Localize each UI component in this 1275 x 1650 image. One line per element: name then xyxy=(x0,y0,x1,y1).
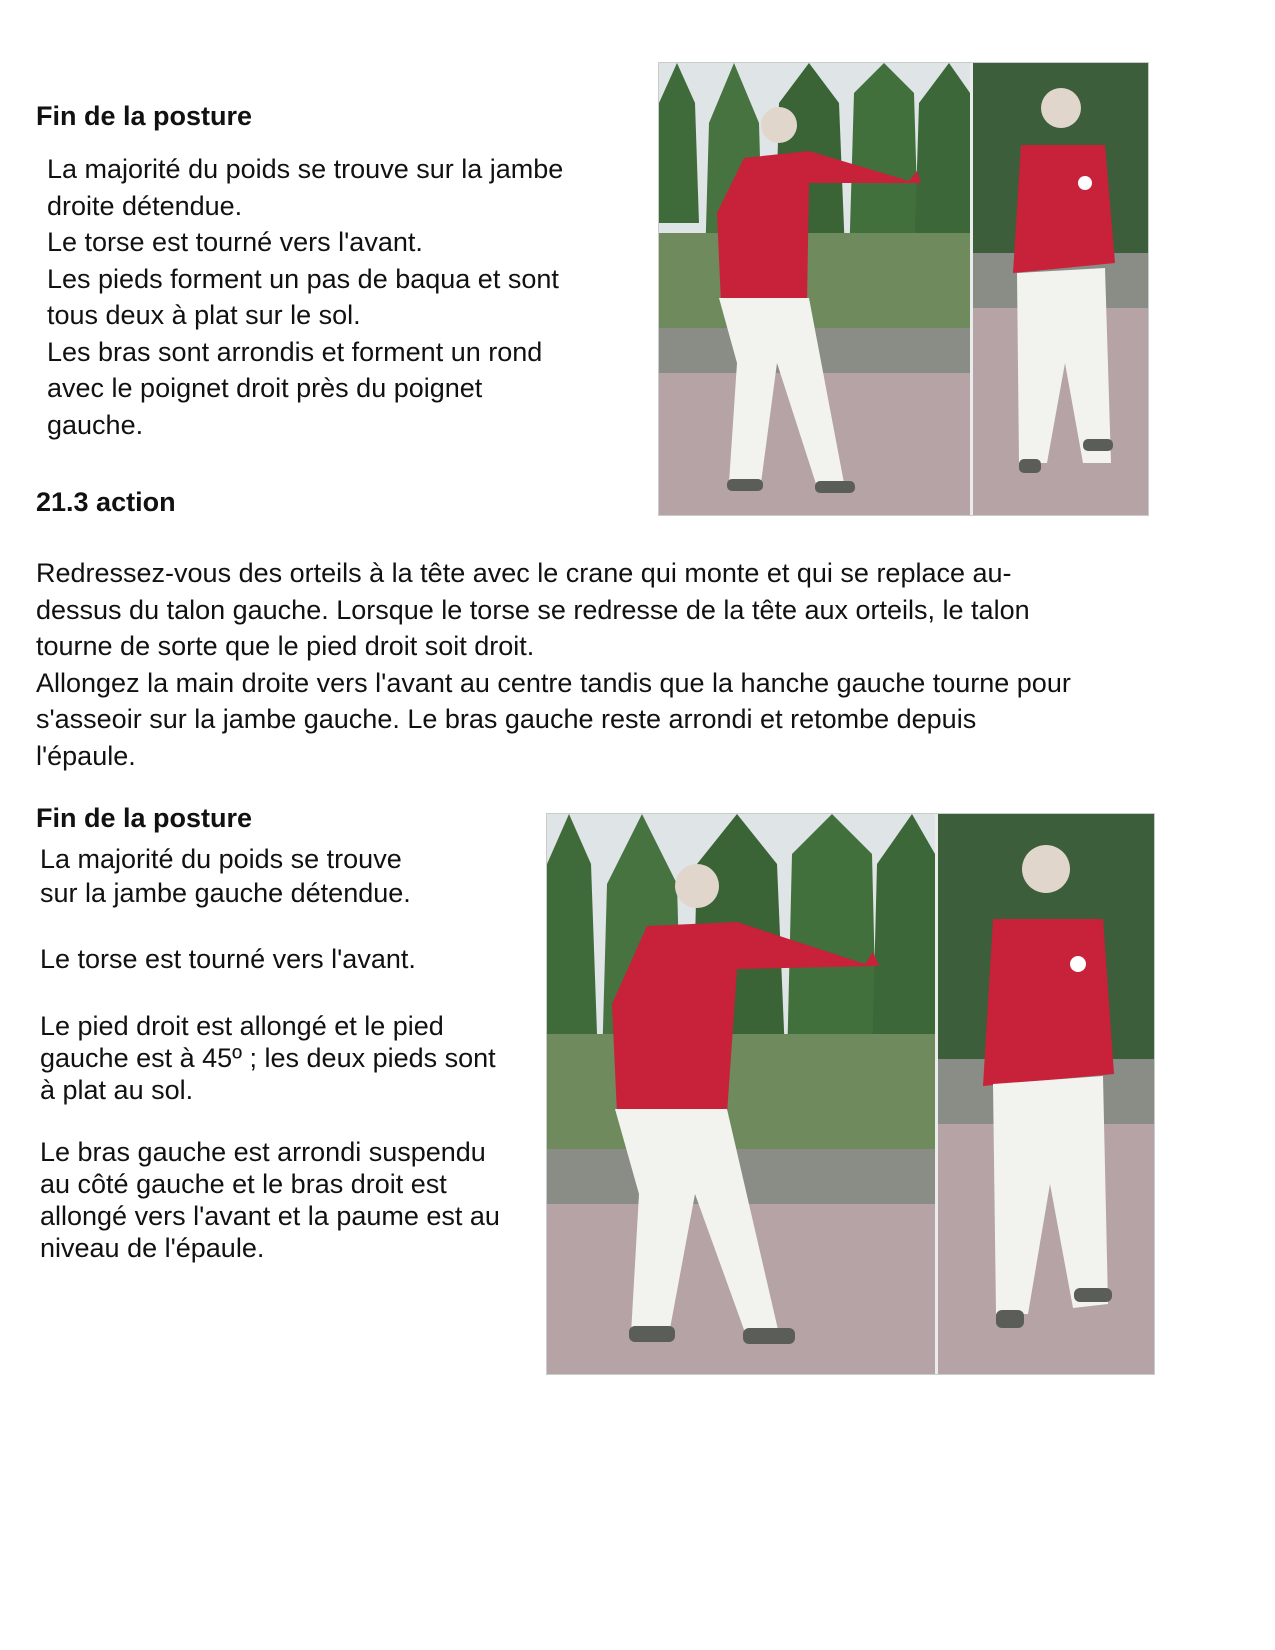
text-line: Le torse est tourné vers l'avant. xyxy=(40,944,416,974)
photo-side-view-1 xyxy=(659,63,970,515)
text-line: gauche est à 45º ; les deux pieds sont xyxy=(40,1042,496,1073)
text-line: dessus du talon gauche. Lorsque le torse se redresse de la tête aux orteils, le talon xyxy=(36,594,1030,625)
posture-description-1 xyxy=(47,151,627,443)
text-line: sur la jambe gauche détendue. xyxy=(40,877,411,908)
text-line: Le bras gauche est arrondi suspendu xyxy=(40,1136,486,1167)
action-description xyxy=(36,555,1216,774)
text-line: Redressez-vous des orteils à la tête avec le crane qui monte et qui se replace au- xyxy=(36,558,1012,588)
posture-description-2 xyxy=(40,843,540,1264)
photo-pair-2 xyxy=(546,813,1155,1375)
section-heading-action: 21.3 action xyxy=(36,487,176,517)
photo-front-view-2 xyxy=(938,814,1154,1374)
text-line: La majorité du poids se trouve sur la jambe xyxy=(47,154,564,184)
section-heading-posture-end-1: Fin de la posture xyxy=(36,101,253,131)
paragraph xyxy=(40,1010,540,1106)
text-line: niveau de l'épaule. xyxy=(40,1232,265,1263)
paragraph xyxy=(40,943,540,977)
text-line: Les bras sont arrondis et forment un rond xyxy=(47,336,543,367)
text-line: Le torse est tourné vers l'avant. xyxy=(47,227,423,257)
text-line: La majorité du poids se trouve xyxy=(40,844,402,874)
text-line: allongé vers l'avant et la paume est au xyxy=(40,1200,500,1231)
paragraph xyxy=(40,1136,540,1264)
photo-front-view-1 xyxy=(973,63,1148,515)
section-heading-posture-end-2: Fin de la posture xyxy=(36,803,253,833)
text-line: s'asseoir sur la jambe gauche. Le bras gauche reste arrondi et retombe depuis xyxy=(36,704,977,734)
text-line: tous deux à plat sur le sol. xyxy=(47,300,361,330)
text-line: droite détendue. xyxy=(47,190,243,221)
text-line: Allongez la main droite vers l'avant au centre tandis que la hanche gauche tourne pour xyxy=(36,667,1071,698)
text-line: Les pieds forment un pas de baqua et sont xyxy=(47,263,559,294)
paragraph xyxy=(40,843,540,910)
photo-side-view-2 xyxy=(547,814,935,1374)
text-line: Le pied droit est allongé et le pied xyxy=(40,1010,444,1041)
text-line: au côté gauche et le bras droit est xyxy=(40,1168,447,1199)
text-line: l'épaule. xyxy=(36,740,136,771)
text-line: tourne de sorte que le pied droit soit droit. xyxy=(36,631,535,661)
text-line: avec le poignet droit près du poignet xyxy=(47,373,483,403)
text-line: gauche. xyxy=(47,409,144,440)
photo-pair-1 xyxy=(658,62,1149,516)
text-line: à plat au sol. xyxy=(40,1074,194,1105)
